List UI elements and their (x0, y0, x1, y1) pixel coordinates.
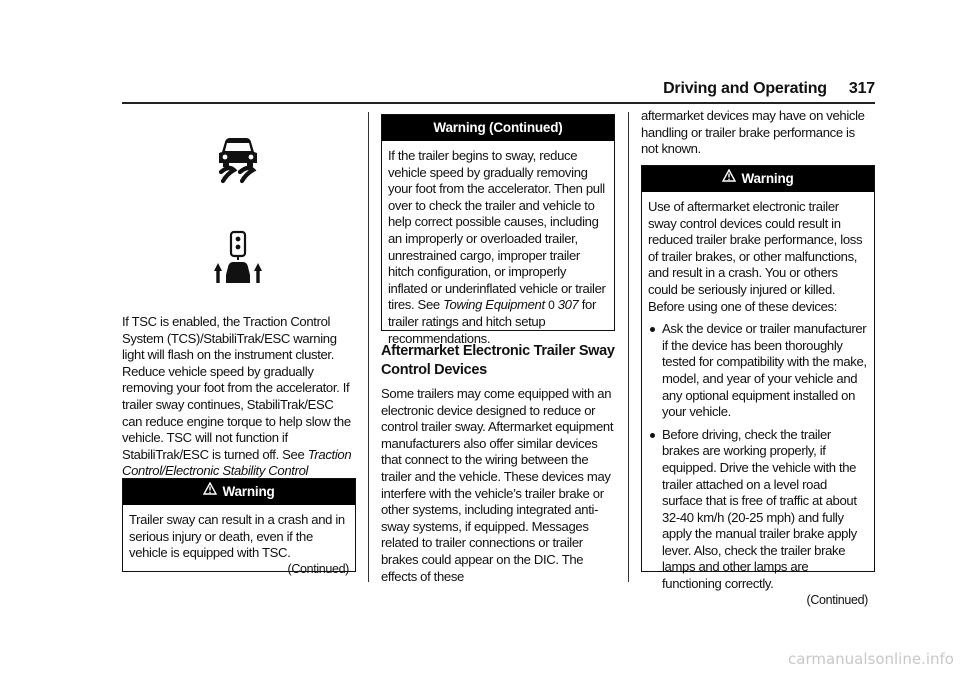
warning-bullet-list (648, 321, 868, 593)
list-item: Before driving, check the trailer brakes are working properly, if equipped. Drive the vehicle with the trailer attached on a level road surface that is free of traffic at about 32-40 km/h (20-25 mph) and fully apply the manual trailer brake apply lever. Also, check the trailer brake lamps and other lamps are functioning correctly. (648, 427, 868, 593)
towing-equipment-link[interactable]: Towing Equipment (443, 297, 545, 313)
warning-body: If the trailer begins to sway, reduce vehicle speed by gradually removing your foot from the accelerator. Then pull over to check the trailer and vehicle to help correct possible causes, including an improperly or overloaded trailer, unrestrained cargo, improper trailer hitch configuration, or improperly inflated or underinflated vehicle or trailer tires. See Towing Equipment 0 307 for trailer ratings and hitch setup recommendations. (388, 148, 606, 346)
warning-header: Warning (Continued) (382, 115, 614, 141)
column-divider-2 (628, 112, 629, 582)
continued-label: (Continued) (287, 561, 349, 576)
warning-triangle-icon (203, 478, 217, 504)
warning-body: Use of aftermarket electronic trailer sway control devices could result in reduced trailer brake performance, loss of trailer brakes, or other malfunctions, and result in a crash. You or others could be seriously injured or killed. Before using one of these devices: Ask the device or trailer manufacturer if the device has been thoroughly tested for compatibility with the make, model, and year of your vehicle and any optional equipment installed on your vehicle. Before driving, check the trailer brakes are working properly, if equipped. Drive the vehicle with the trailer attached on a level road surface that is free of traffic at about 32-40 km/h (20-25 mph) and fully apply the manual trailer brake apply lever. Also, check the trailer brake lamps and other lamps are functioning correctly. (Continued) (648, 199, 868, 607)
column-3-text (641, 108, 875, 158)
page-number: 317 (848, 80, 875, 97)
warning-box-2 (641, 165, 875, 607)
warning-box-1 (122, 478, 356, 576)
continued-paragraph: aftermarket devices may have on vehicle handling or trailer brake performance is not known. (641, 108, 865, 157)
warning-triangle-icon (722, 165, 736, 191)
warning-header: Warning (642, 166, 874, 192)
warning-body: Trailer sway can result in a crash and in serious injury or death, even if the vehicle is equipped with TSC. (Continued) (129, 512, 349, 576)
warning-box-continued (381, 114, 615, 346)
traction-control-link[interactable]: Traction Control/Electronic Stability Control (122, 446, 352, 479)
trailer-sway-control-icon (214, 229, 262, 290)
page-header (122, 80, 875, 104)
list-item: Ask the device or trailer manufacturer if the device has been thoroughly tested for compatibility with the make, model, and year of your vehicle and any optional equipment installed on your vehicle. (648, 321, 868, 421)
page-ref-307[interactable]: 307 (557, 297, 579, 313)
column-2-text (381, 334, 617, 585)
aftermarket-paragraph: Some trailers may come equipped with an electronic device designed to reduce or control trailer sway. Aftermarket equipment manufacturers also offer similar devices that connect to the wiring between the trailer and the vehicle. These devices may interfere with the vehicle’s trailer brake or other systems, including integrated anti-sway systems, if equipped. Messages related to trailer connections or trailer brakes could appear on the DIC. The effects of these (381, 386, 614, 584)
section-title: Driving and Operating (663, 80, 827, 97)
tsc-paragraph: If TSC is enabled, the Traction Control System (TCS)/StabiliTrak/ESC warning light will flash on the instrument cluster. Reduce vehicle speed by gradually removing your foot from the accelerator. If trailer sway continues, StabiliTrak/ESC can reduce engine torque to help slow the vehicle. TSC will not function if StabiliTrak/ESC is turned off. See Traction Control/Electronic Stability Control (122, 314, 356, 497)
column-divider-1 (368, 112, 369, 582)
column-1-text (122, 314, 356, 497)
section-heading: Aftermarket Electronic Trailer Sway Control Devices (381, 343, 615, 378)
watermark: carmanualsonline.info (788, 650, 954, 668)
continued-label: (Continued) (806, 592, 868, 607)
warning-header: Warning (123, 479, 355, 505)
page-ref-arrow-icon: 0 (548, 298, 555, 313)
traction-control-off-icon (213, 136, 263, 189)
